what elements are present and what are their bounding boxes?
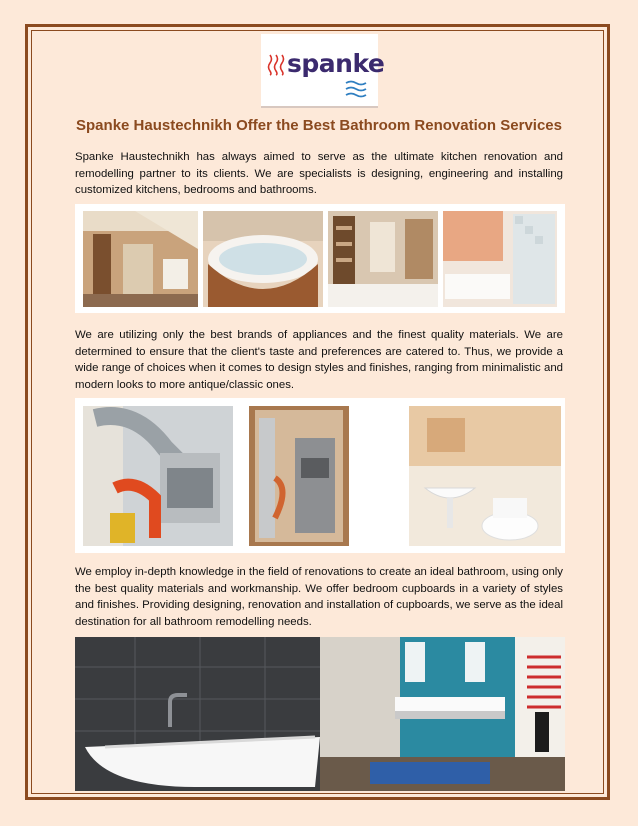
shelved-bathroom-photo — [328, 211, 438, 307]
corner-sink-photo — [409, 406, 561, 546]
intro-paragraph: Spanke Haustechnikh has always aimed to serve as the ultimate kitchen renovation and remodelling partner to its clients. We are specialists is designing, engineering and installing customized kitchens, bedrooms and bathrooms. — [75, 151, 563, 196]
bathroom-photo-strip-2 — [75, 398, 565, 553]
expertise-paragraph: We employ in-depth knowledge in the field of renovations to create an ideal bathroom, using only the best quality materials and workmanship. We offer bedroom cupboards in a variety of styles and finishes. Providing designing, renovation and installation of cupboards, we serve as the ideal destination for all bathroom remodelling needs. — [75, 566, 563, 628]
water-waves-icon — [345, 80, 367, 98]
modern-white-bathroom-photo — [443, 211, 557, 307]
spanke-logo — [261, 34, 385, 108]
bathroom-photo-strip-3 — [75, 637, 565, 791]
dark-tile-bathroom-photo — [75, 637, 320, 791]
heat-waves-icon — [267, 54, 287, 76]
choices-paragraph: We are utilizing only the best brands of appliances and the finest quality materials. We are determined to ensure that the client's taste and preferences are catered to. Thus, we provide a wide range of choices when it comes to design styles and finishes, ranging from minimalistic and modern looks to more antique/classic ones. — [75, 329, 563, 391]
ventilation-unit-photo — [83, 406, 233, 546]
bathroom-photo-strip-1 — [75, 204, 565, 313]
page-title: Spanke Haustechnikh Offer the Best Bathroom Renovation Services — [76, 117, 562, 134]
boiler-room-photo — [249, 406, 349, 546]
attic-bathroom-photo — [83, 211, 198, 307]
jacuzzi-tub-photo — [203, 211, 323, 307]
logo-text: spanke — [287, 49, 385, 78]
blue-wall-bathroom-photo — [320, 637, 565, 791]
